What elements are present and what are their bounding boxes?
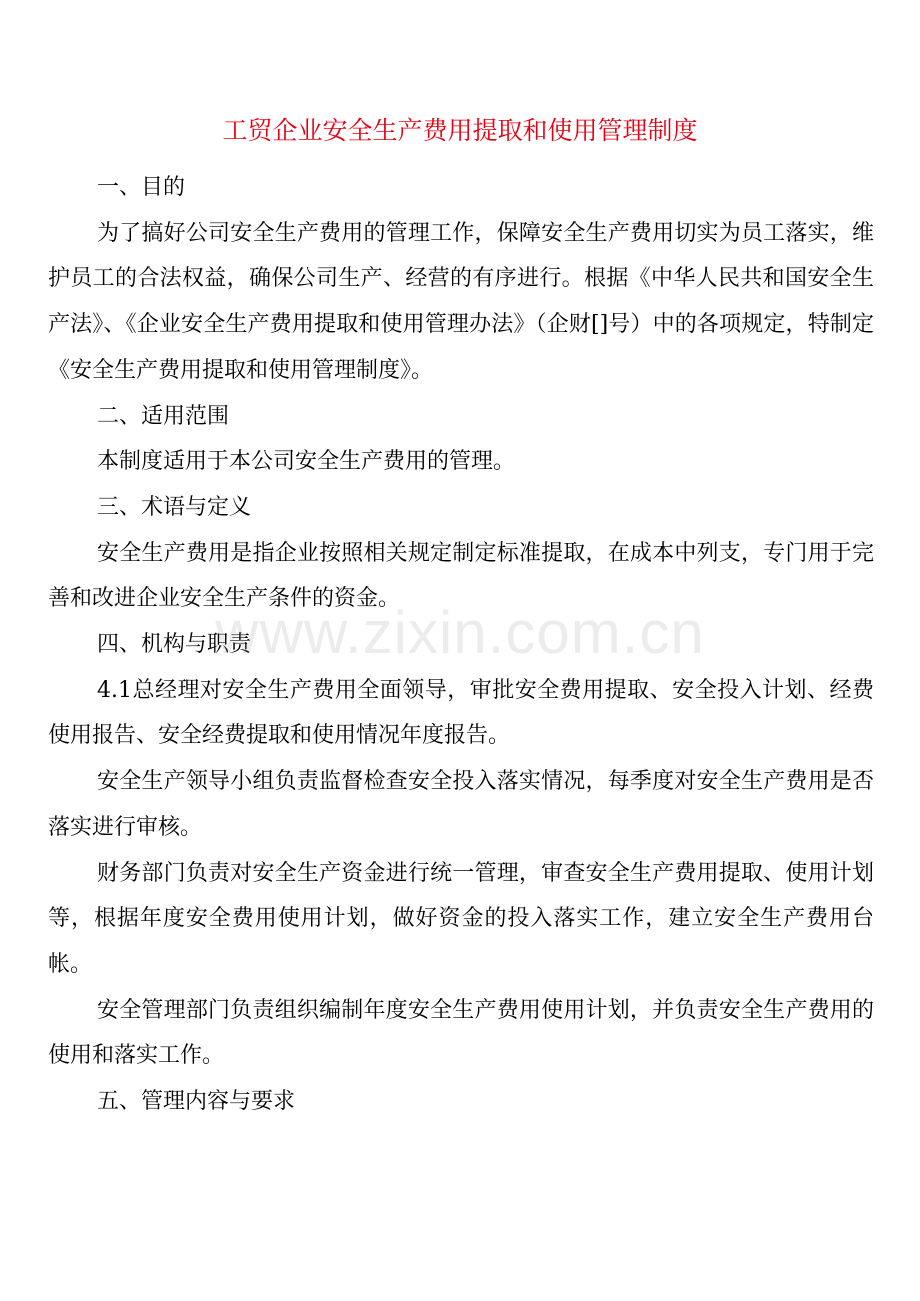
section-heading-purpose: 一、目的: [97, 175, 186, 200]
section-heading-definitions: 三、术语与定义: [97, 494, 252, 520]
paragraph-scope: 本制度适用于本公司安全生产费用的管理。: [97, 449, 516, 475]
section-heading-scope: 二、适用范围: [97, 403, 230, 429]
section-heading-management: 五、管理内容与要求: [97, 1089, 296, 1115]
document-body: [48, 165, 874, 1125]
watermark: www.zixin.com.cn: [215, 599, 705, 666]
document-title: 工贸企业安全生产费用提取和使用管理制度: [222, 116, 698, 145]
paragraph-leadership-group: 安全生产领导小组负责监督检查安全投入落实情况，每季度对安全生产费用是否落实进行审核。: [48, 769, 874, 840]
paragraph-finance-department: 财务部门负责对安全生产资金进行统一管理，审查安全生产费用提取、使用计划等，根据年度安全费用使用计划，做好资金的投入落实工作，建立安全生产费用台帐。: [48, 860, 874, 977]
paragraph-definitions: 安全生产费用是指企业按照相关规定制定标准提取，在成本中列支，专门用于完善和改进企业安全生产条件的资金。: [48, 540, 874, 612]
paragraph-safety-department: 安全管理部门负责组织编制年度安全生产费用使用计划，并负责安全生产费用的使用和落实工作。: [48, 997, 874, 1069]
section-heading-responsibilities: 四、机构与职责: [97, 632, 252, 658]
paragraph-general-manager: 4.1总经理对安全生产费用全面领导，审批安全费用提取、安全投入计划、经费使用报告、安全经费提取和使用情况年度报告。: [48, 677, 874, 749]
paragraph-purpose: 为了搞好公司安全生产费用的管理工作，保障安全生产费用切实为员工落实，维护员工的合法权益，确保公司生产、经营的有序进行。根据《中华人民共和国安全生产法》、《企业安全生产费用提取和使用管理办法》（企财[]号）中的各项规定，特制定《安全生产费用提取和使用管理制度》。: [48, 220, 874, 383]
